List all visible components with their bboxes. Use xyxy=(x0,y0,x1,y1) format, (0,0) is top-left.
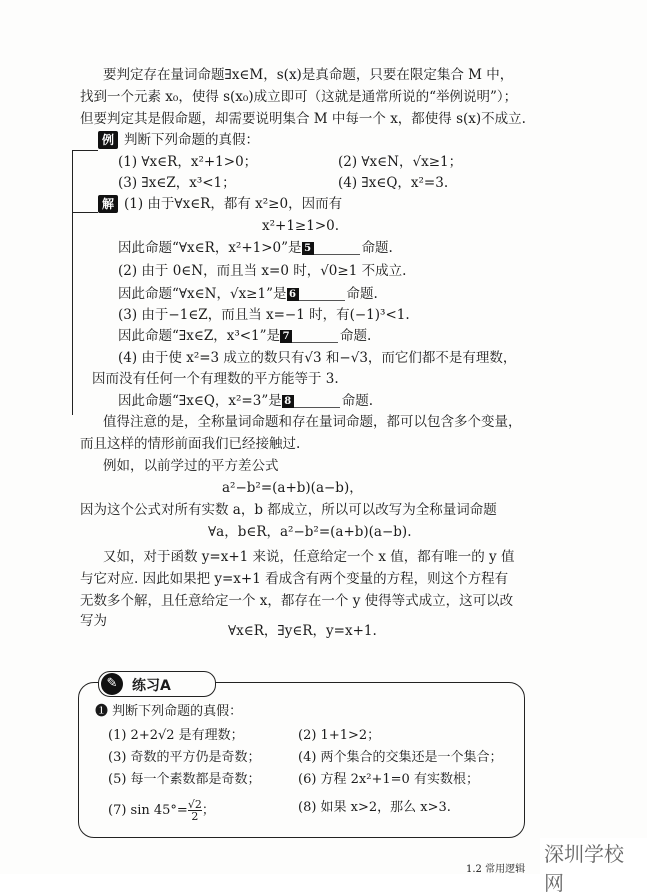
formula: a²−b²=(a+b)(a−b)， xyxy=(222,480,363,496)
example-bracket xyxy=(72,150,89,415)
page-footer: 1.2 常用逻辑 xyxy=(466,864,526,875)
practice-item: (2) 1+1>2； xyxy=(298,728,381,743)
body-line: 例如，以前学过的平方差公式 xyxy=(103,458,279,474)
solution-line: (3) 由于−1∈Z，而且当 x=−1 时，有(−1)³<1. xyxy=(118,307,410,323)
example-item: (4) ∃x∈Q，x²=3. xyxy=(338,175,449,191)
watermark: 深圳学校网 xyxy=(540,838,647,896)
solution-line: x²+1≥1>0. xyxy=(262,218,340,234)
body-line: 与它对应. 因此如果把 y=x+1 看成含有两个变量的方程，则这个方程有 xyxy=(80,571,509,587)
body-line: 而且这样的情形前面我们已经接触过. xyxy=(80,436,301,452)
intro-line: 要判定存在量词命题∃x∈M，s(x)是真命题，只要在限定集合 M 中， xyxy=(103,67,514,83)
solution-tag: 解 xyxy=(98,195,118,213)
intro-line: 但要判定其是假命题，却需要说明集合 M 中每一个 x，都使得 s(x)不成立. xyxy=(80,111,526,127)
blank-number: 8 xyxy=(282,395,294,408)
practice-item: (8) 如果 x>2，那么 x>3. xyxy=(298,800,451,815)
question-number: ❶ xyxy=(95,704,109,719)
suffix: 命题. xyxy=(341,393,374,409)
punct: ； xyxy=(201,803,215,818)
numerator: √2 xyxy=(187,798,202,811)
solution-line: 因此命题“∃x∈Q，x²=3”是 xyxy=(118,393,282,409)
answer-blank[interactable] xyxy=(294,395,340,408)
example-item: (1) ∀x∈R，x²+1>0； xyxy=(118,154,258,170)
body-line: 值得注意的是，全称量词命题和存在量词命题，都可以包含多个变量， xyxy=(103,414,522,430)
intro-line: 找到一个元素 x₀，使得 s(x₀)成立即可（这就是通常所说的“举例说明”）； xyxy=(80,89,518,105)
divider xyxy=(72,212,98,213)
body-line: 写为 xyxy=(80,613,107,629)
solution-line: 因而没有任何一个有理数的平方能等于 3. xyxy=(92,371,339,387)
suffix: 命题. xyxy=(346,286,378,302)
practice-item: (6) 方程 2x²+1=0 有实数根； xyxy=(298,772,479,787)
body-line: 又如，对于函数 y=x+1 来说，任意给定一个 x 值，都有唯一的 y 值 xyxy=(103,549,515,565)
solution-line: 因此命题“∀x∈N，√x≥1”是 xyxy=(118,286,287,302)
body-line: 因为这个公式对所有实数 a，b 都成立，所以可以改写为全称量词命题 xyxy=(80,502,497,518)
answer-blank[interactable] xyxy=(292,330,338,343)
solution-line: (4) 由于使 x²=3 成立的数只有√3 和−√3，而它们都不是有理数， xyxy=(118,350,517,366)
solution-line: (2) 由于 0∈N，而且当 x=0 时，√0≥1 不成立. xyxy=(118,263,407,279)
answer-blank[interactable] xyxy=(299,288,345,301)
practice-item: (5) 每一个素数都是奇数； xyxy=(108,772,261,787)
body-line: 无数多个解，且任意给定一个 x，都存在一个 y 使得等式成立，这可以改 xyxy=(80,593,514,609)
formula: ∀a，b∈R，a²−b²=(a+b)(a−b). xyxy=(208,524,412,540)
practice-item: (1) 2+2√2 是有理数； xyxy=(108,728,244,743)
practice-item: (4) 两个集合的交集还是一个集合； xyxy=(298,750,503,765)
fraction xyxy=(188,799,202,822)
solution-line: (1) 由于∀x∈R，都有 x²≥0，因而有 xyxy=(124,196,343,212)
suffix: 命题. xyxy=(361,240,393,256)
solution-line: 因此命题“∀x∈R，x²+1>0”是 xyxy=(118,240,302,256)
divider xyxy=(72,150,98,151)
blank-number: 6 xyxy=(287,288,299,301)
example-tag: 例 xyxy=(98,131,118,149)
pencil-icon: ✎ xyxy=(101,673,123,695)
solution-line: 因此命题“∃x∈Z，x³<1”是 xyxy=(118,328,281,344)
example-item: (3) ∃x∈Z，x³<1； xyxy=(118,175,236,191)
blank-number: 5 xyxy=(302,242,314,255)
formula: ∀x∈R，∃y∈R，y=x+1. xyxy=(228,623,377,639)
practice-item: (7) sin 45°= xyxy=(108,803,188,818)
practice-item: (3) 奇数的平方仍是奇数； xyxy=(108,750,261,765)
practice-title: 练习A xyxy=(132,678,171,694)
denominator: 2 xyxy=(188,810,202,822)
answer-blank[interactable] xyxy=(314,242,360,255)
suffix: 命题. xyxy=(340,328,372,344)
example-prompt: 判断下列命题的真假： xyxy=(124,132,260,148)
blank-number: 7 xyxy=(280,330,292,343)
example-item: (2) ∀x∈N，√x≥1； xyxy=(338,154,463,170)
practice-prompt: 判断下列命题的真假： xyxy=(112,704,243,719)
